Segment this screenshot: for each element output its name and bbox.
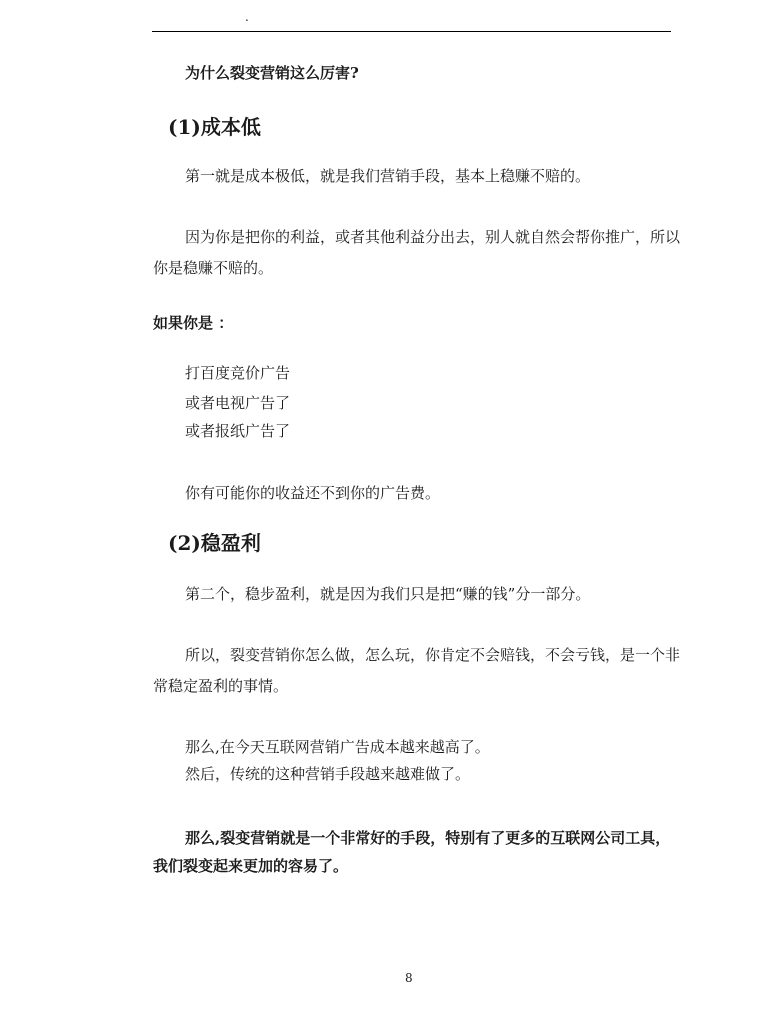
page-number: 8 xyxy=(405,971,413,985)
conclusion-line2: 我们裂变起来更加的容易了。 xyxy=(153,857,349,875)
list-item: 或者报纸广告了 xyxy=(185,422,291,440)
paragraph-no-loss-line1: 所以，裂变营销你怎么做，怎么玩，你肯定不会赔钱，不会亏钱，是一个非 xyxy=(185,646,681,664)
paragraph-share-benefit-line2: 你是稳赚不赔的。 xyxy=(153,259,274,277)
conclusion-line1: 那么,裂变营销就是一个非常好的手段，特别有了更多的互联网公司工具， xyxy=(185,829,671,847)
heading-low-cost: (1)成本低 xyxy=(168,115,261,139)
list-item: 或者电视广告了 xyxy=(185,394,291,412)
header-rule xyxy=(152,31,671,32)
section-question-title: 为什么裂变营销这么厉害? xyxy=(185,64,359,82)
paragraph-low-cost: 第一就是成本极低，就是我们营销手段，基本上稳赚不赔的。 xyxy=(185,167,591,185)
header-mark: . xyxy=(245,10,249,24)
paragraph-share-benefit-line1: 因为你是把你的利益，或者其他利益分出去，别人就自然会帮你推广，所以 xyxy=(185,228,681,246)
heading-stable-profit: (2)稳盈利 xyxy=(168,531,261,555)
paragraph-rising-cost-line1: 那么,在今天互联网营销广告成本越来越高了。 xyxy=(185,738,490,756)
paragraph-ad-cost: 你有可能你的收益还不到你的广告费。 xyxy=(185,484,441,502)
paragraph-rising-cost-line2: 然后，传统的这种营销手段越来越难做了。 xyxy=(185,765,471,783)
list-item: 打百度竞价广告 xyxy=(185,364,291,382)
paragraph-stable-profit: 第二个，稳步盈利，就是因为我们只是把“赚的钱”分一部分。 xyxy=(185,585,591,603)
if-you-are-label: 如果你是 ： xyxy=(153,314,234,332)
paragraph-no-loss-line2: 常稳定盈利的事情。 xyxy=(153,677,289,695)
